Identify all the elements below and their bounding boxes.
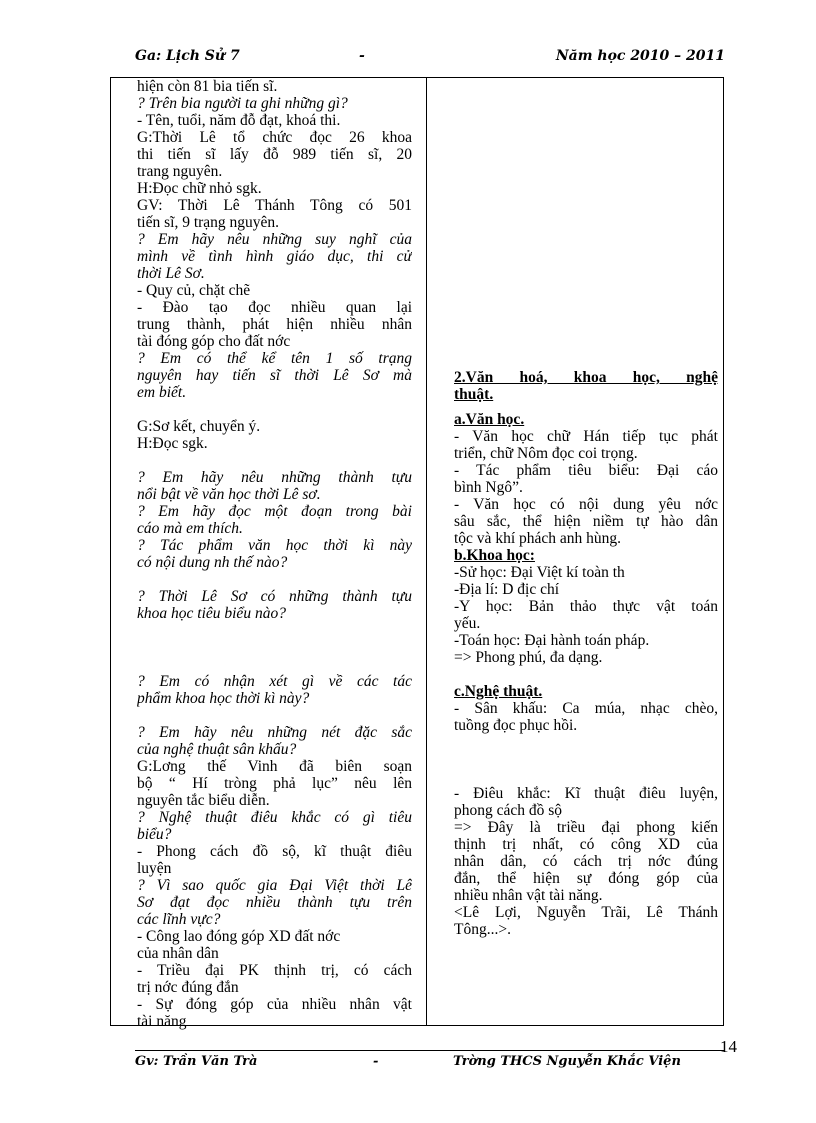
section-heading: b.Khoa học:	[454, 547, 535, 564]
question-line: biểu?	[137, 826, 172, 843]
spacer	[454, 734, 718, 751]
text-line: tài đóng góp cho đất nớc	[137, 333, 291, 350]
header-separator: -	[359, 48, 365, 64]
section-heading: 2.Văn hoá, khoa học, nghệ	[454, 369, 718, 386]
question-line: phẩm khoa học thời kì này?	[137, 690, 310, 707]
spacer	[137, 401, 412, 418]
text-line: nhiều nhân vật tài năng.	[454, 887, 603, 904]
question-line: có nội dung nh thế nào?	[137, 554, 288, 571]
question-line: ? Trên bia người ta ghi những gì?	[137, 95, 348, 112]
lesson-table	[110, 77, 724, 1030]
text-line: thịnh trị nhất, có công XD của	[454, 836, 718, 853]
question-line: em biết.	[137, 384, 187, 401]
footer-separator: -	[373, 1054, 379, 1069]
question-line: ? Tác phẩm văn học thời kì này	[137, 537, 412, 554]
spacer	[137, 656, 412, 673]
text-line: trang nguyên.	[137, 163, 223, 180]
text-line: - Văn học chữ Hán tiếp tục phát	[454, 428, 718, 445]
question-line: ? Vì sao quốc gia Đại Việt thời Lê	[137, 877, 412, 894]
spacer	[137, 639, 412, 656]
text-line: trung thành, phát hiện nhiều nhân	[137, 316, 412, 333]
section-heading: c.Nghệ thuật.	[454, 683, 543, 700]
question-line: ? Em hãy nêu những thành tựu	[137, 469, 412, 486]
text-line: - Phong cách đồ sộ, kĩ thuật điêu	[137, 843, 412, 860]
text-line: triển, chữ Nôm đọc coi trọng.	[454, 445, 638, 462]
header-school-year: Năm học 2010 – 2011	[555, 48, 725, 64]
section-heading: a.Văn học.	[454, 411, 525, 428]
spacer	[454, 751, 718, 768]
question-line: ? Em hãy nêu những nét đặc sắc	[137, 724, 412, 741]
text-line: nguyên tắc biểu diễn.	[137, 792, 270, 809]
text-line: - Sân khấu: Ca múa, nhạc chèo,	[454, 700, 718, 717]
text-line: bộ “ Hí tròng phả lục” nêu lên	[137, 775, 412, 792]
text-line: bình Ngô”.	[454, 479, 523, 496]
question-line: ? Em hãy đọc một đoạn trong bài	[137, 503, 412, 520]
text-line: - Sự đóng góp của nhiều nhân vật	[137, 996, 412, 1013]
text-line: tuồng đọc phục hồi.	[454, 717, 578, 734]
footer-teacher: Gv: Trần Văn Trà	[135, 1054, 258, 1069]
question-line: nguyên hay tiến sĩ thời Lê Sơ mà	[137, 367, 412, 384]
footer-school: Trờng THCS Nguyễn Khắc Viện	[453, 1054, 681, 1069]
spacer	[454, 666, 718, 683]
text-line: - Triều đại PK thịnh trị, có cách	[137, 962, 412, 979]
section-heading: thuật.	[454, 386, 494, 403]
question-line: của nghệ thuật sân khấu?	[137, 741, 297, 758]
text-line: tài năng	[137, 1013, 187, 1030]
lesson-content-column	[454, 369, 718, 938]
text-line: - Văn học có nội dung yêu nớc	[454, 496, 718, 513]
text-line: - Quy củ, chặt chẽ	[137, 282, 251, 299]
footer-rule	[135, 1050, 725, 1051]
text-line: <Lê Lợi, Nguyễn Trãi, Lê Thánh	[454, 904, 718, 921]
spacer	[137, 707, 412, 724]
spacer	[454, 403, 718, 411]
text-line: nhân dân, có cách trị nớc đúng	[454, 853, 718, 870]
question-line: cáo mà em thích.	[137, 520, 243, 537]
page-footer	[135, 1054, 725, 1074]
text-line: hiện còn 81 bia tiến sĩ.	[137, 78, 278, 95]
question-line: ? Nghệ thuật điêu khắc có gì tiêu	[137, 809, 412, 826]
question-line: thời Lê Sơ.	[137, 265, 205, 282]
text-line: G:Sơ kết, chuyển ý.	[137, 418, 261, 435]
text-line: của nhân dân	[137, 945, 219, 962]
question-line: ? Thời Lê Sơ có những thành tựu	[137, 588, 412, 605]
text-line: H:Đọc chữ nhỏ sgk.	[137, 180, 262, 197]
spacer	[137, 622, 412, 639]
text-line: - Đào tạo đọc nhiều quan lại	[137, 299, 412, 316]
text-line: phong cách đồ sộ	[454, 802, 563, 819]
text-line: GV: Thời Lê Thánh Tông có 501	[137, 197, 412, 214]
question-line: khoa học tiêu biểu nào?	[137, 605, 286, 622]
column-divider	[426, 78, 427, 1025]
text-line: G:Thời Lê tổ chức đọc 26 khoa	[137, 129, 412, 146]
text-line: -Toán học: Đại hành toán pháp.	[454, 632, 650, 649]
header-subject: Ga: Lịch Sử 7	[135, 48, 240, 64]
text-line: - Tác phẩm tiêu biểu: Đại cáo	[454, 462, 718, 479]
spacer	[137, 452, 412, 469]
text-line: => Đây là triều đại phong kiến	[454, 819, 718, 836]
text-line: tiến sĩ, 9 trạng nguyên.	[137, 214, 280, 231]
text-line: -Sử học: Đại Việt kí toàn th	[454, 564, 625, 581]
question-line: ? Em có thể kể tên 1 số trạng	[137, 350, 412, 367]
text-line: -Y học: Bản thảo thực vật toán	[454, 598, 718, 615]
text-line: - Công lao đóng góp XD đất nớc	[137, 928, 341, 945]
question-line: các lĩnh vực?	[137, 911, 221, 928]
text-line: sâu sắc, thể hiện niềm tự hào dân	[454, 513, 718, 530]
question-line: ? Em hãy nêu những suy nghĩ của	[137, 231, 412, 248]
text-line: trị nớc đúng đắn	[137, 979, 239, 996]
text-line: đắn, thể hiện sự đóng góp của	[454, 870, 718, 887]
text-line: H:Đọc sgk.	[137, 435, 208, 452]
question-line: mình về tình hình giáo dục, thi cử	[137, 248, 412, 265]
question-line: nổi bật về văn học thời Lê sơ.	[137, 486, 321, 503]
spacer	[454, 768, 718, 785]
page-header	[135, 48, 725, 68]
text-line: G:Lơng thế Vinh đã biên soạn	[137, 758, 412, 775]
text-line: - Điêu khắc: Kĩ thuật điêu luyện,	[454, 785, 718, 802]
question-line: ? Em có nhận xét gì về các tác	[137, 673, 412, 690]
text-line: -Địa lí: D địc chí	[454, 581, 560, 598]
page-number: 14	[720, 1037, 737, 1056]
text-line: thi tiến sĩ lấy đỗ 989 tiến sĩ, 20	[137, 146, 412, 163]
text-line: => Phong phú, đa dạng.	[454, 649, 603, 666]
text-line: tộc và khí phách anh hùng.	[454, 530, 622, 547]
text-line: luyện	[137, 860, 172, 877]
text-line: - Tên, tuổi, năm đỗ đạt, khoá thi.	[137, 112, 341, 129]
teacher-student-activities-column	[137, 78, 412, 1030]
text-line: Tông...>.	[454, 921, 511, 938]
question-line: Sơ đạt đọc nhiều thành tựu trên	[137, 894, 412, 911]
text-line: yếu.	[454, 615, 481, 632]
spacer	[137, 571, 412, 588]
